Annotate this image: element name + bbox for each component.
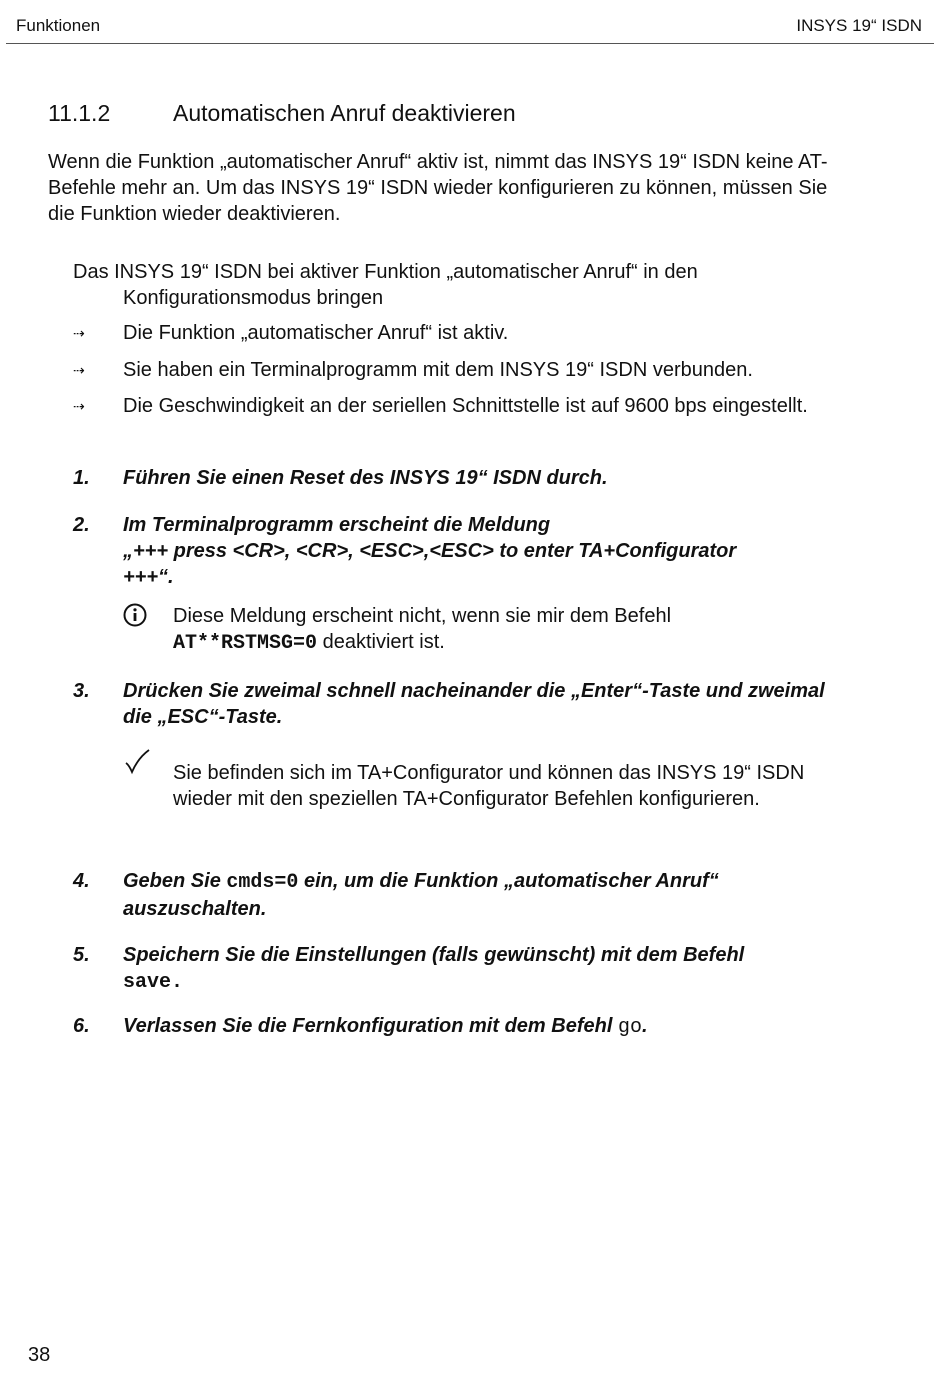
step-number: 6. [73, 1015, 90, 1037]
step-number: 3. [73, 680, 90, 702]
step-text-line: +++“. [123, 566, 174, 588]
step-3 [73, 678, 843, 730]
info-icon [123, 603, 147, 634]
step-text [123, 512, 843, 590]
result-text: Sie befinden sich im TA+Configurator und können das INSYS 19“ ISDN wieder mit den speziellen TA+Configurator Befehlen konfigurieren. [173, 762, 805, 810]
step-number: 1. [73, 467, 90, 489]
step-text [123, 868, 843, 922]
step-text: Führen Sie einen Reset des INSYS 19“ ISDN durch. [123, 467, 608, 489]
info-note-text [173, 603, 823, 657]
procedure-title-line1: Das INSYS 19“ ISDN bei aktiver Funktion „automatischer Anruf“ in den [73, 261, 698, 283]
prerequisite-text: Die Geschwindigkeit an der seriellen Schnittstelle ist auf 9600 bps eingestellt. [123, 395, 808, 417]
step-1 [73, 465, 843, 491]
step-command: cmds=0 [226, 871, 299, 894]
prerequisite-item [73, 357, 853, 383]
running-header-product: INSYS 19“ ISDN [796, 16, 922, 35]
step-command: go [617, 1016, 642, 1039]
intro-paragraph: Wenn die Funktion „automatischer Anruf“ aktiv ist, nimmt das INSYS 19“ ISDN keine AT-Befehle mehr an. Um das INSYS 19“ ISDN wieder konfigurieren zu können, müssen Sie die Funktion wieder deaktivieren. [48, 151, 828, 225]
step-text-pre: Geben Sie [123, 870, 227, 892]
section-title: Automatischen Anruf deaktivieren [173, 100, 516, 126]
result-note [123, 760, 843, 812]
prerequisite-arrow-icon: ⇢ [73, 362, 85, 378]
page-number: 38 [28, 1344, 51, 1366]
step-number: 4. [73, 870, 90, 892]
section-number: 11.1.2 [48, 100, 111, 126]
prerequisite-text: Die Funktion „automatischer Anruf“ ist aktiv. [123, 322, 509, 344]
prerequisite-item [73, 320, 853, 346]
step-text: Drücken Sie zweimal schnell nacheinander die „Enter“-Taste und zweimal die „ESC“-Taste. [123, 680, 825, 728]
info-note-command: AT**RSTMSG=0 [173, 632, 318, 655]
step-command: save. [123, 971, 184, 994]
step-6 [73, 1013, 843, 1041]
step-text [123, 1013, 843, 1041]
prerequisite-arrow-icon: ⇢ [73, 325, 85, 341]
step-text-post: ein, um die Funktion „automatischer Anruf“ auszuschalten. [123, 870, 719, 920]
step-4 [73, 868, 843, 922]
step-text-line: Im Terminalprogramm erscheint die Meldung [123, 514, 551, 536]
procedure-title [73, 259, 833, 311]
info-note-pre: Diese Meldung erscheint nicht, wenn sie mir dem Befehl [173, 605, 672, 627]
running-header-chapter: Funktionen [16, 16, 101, 35]
step-5 [73, 942, 843, 996]
step-number: 5. [73, 944, 90, 966]
step-text-post: . [641, 1015, 648, 1037]
procedure-title-line2: Konfigurationsmodus bringen [123, 287, 384, 309]
prerequisite-item [73, 393, 813, 419]
step-number: 2. [73, 514, 90, 536]
checkmark-icon [123, 748, 151, 783]
prerequisite-text: Sie haben ein Terminalprogramm mit dem INSYS 19“ ISDN verbunden. [123, 359, 753, 381]
info-note [123, 603, 823, 657]
header-divider [6, 43, 934, 44]
step-2 [73, 512, 843, 590]
info-note-post: deaktiviert ist. [317, 631, 445, 653]
step-text-pre: Speichern Sie die Einstellungen (falls gewünscht) mit dem Befehl [123, 944, 745, 966]
step-text-pre: Verlassen Sie die Fernkonfiguration mit dem Befehl [123, 1015, 618, 1037]
step-text [123, 942, 843, 996]
prerequisite-arrow-icon: ⇢ [73, 398, 85, 414]
step-text-line: „+++ press <CR>, <CR>, <ESC>,<ESC> to enter TA+Configurator [123, 540, 737, 562]
